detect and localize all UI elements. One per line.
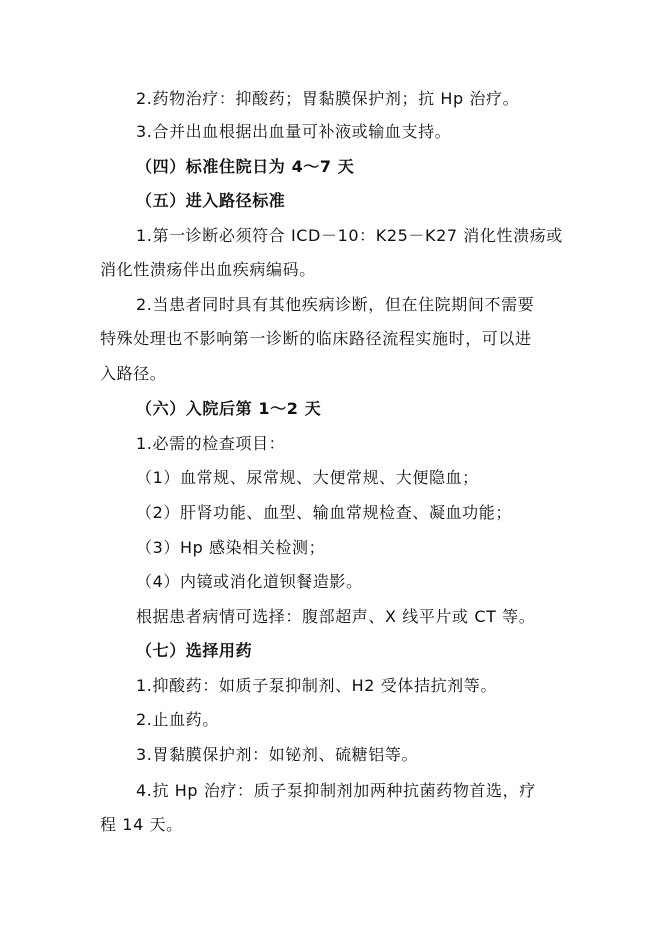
- list-item-medication-3: 3.胃黏膜保护剂：如铋剂、硫糖铝等。: [136, 745, 419, 764]
- list-item-medication-4-line1: 4.抗 Hp 治疗：质子泵抑制剂加两种抗菌药物首选，疗: [136, 781, 536, 800]
- list-item-test-4: （4）内镜或消化道钡餐造影。: [136, 572, 363, 591]
- paragraph-entry-criteria-2-line2: 特殊处理也不影响第一诊断的临床路径流程实施时，可以进: [100, 329, 532, 348]
- list-item-medication-1: 1.抑酸药：如质子泵抑制剂、H2 受体拮抗剂等。: [136, 676, 497, 695]
- paragraph-entry-criteria-1-line1: 1.第一诊断必须符合 ICD－10：K25－K27 消化性溃疡或: [136, 226, 563, 245]
- list-item-test-2: （2）肝肾功能、血型、输血常规检查、凝血功能；: [136, 503, 512, 522]
- list-item-test-1: （1）血常规、尿常规、大便常规、大便隐血；: [136, 468, 479, 487]
- list-item-medication-2: 2.止血药。: [136, 710, 219, 729]
- paragraph-treatment-bleeding: 3.合并出血根据出血量可补液或输血支持。: [136, 122, 452, 141]
- section-heading-hospital-days: （四）标准住院日为 4～7 天: [136, 157, 355, 176]
- section-heading-days-1-2: （六）入院后第 1～2 天: [136, 399, 322, 418]
- list-item-medication-4-line2: 程 14 天。: [100, 815, 183, 834]
- paragraph-entry-criteria-1-line2: 消化性溃疡伴出血疾病编码。: [100, 260, 316, 279]
- section-heading-entry-criteria: （五）进入路径标准: [136, 191, 286, 210]
- paragraph-entry-criteria-2-line1: 2.当患者同时具有其他疾病诊断，但在住院期间不需要: [136, 295, 535, 314]
- paragraph-optional-tests: 根据患者病情可选择：腹部超声、X 线平片或 CT 等。: [136, 607, 536, 626]
- list-item-test-3: （3）Hp 感染相关检测；: [136, 538, 326, 557]
- paragraph-required-tests: 1.必需的检查项目：: [136, 434, 286, 453]
- section-heading-medication: （七）选择用药: [136, 641, 253, 660]
- paragraph-treatment-medication: 2.药物治疗：抑酸药；胃黏膜保护剂；抗 Hp 治疗。: [136, 89, 520, 108]
- paragraph-entry-criteria-2-line3: 入路径。: [100, 364, 167, 383]
